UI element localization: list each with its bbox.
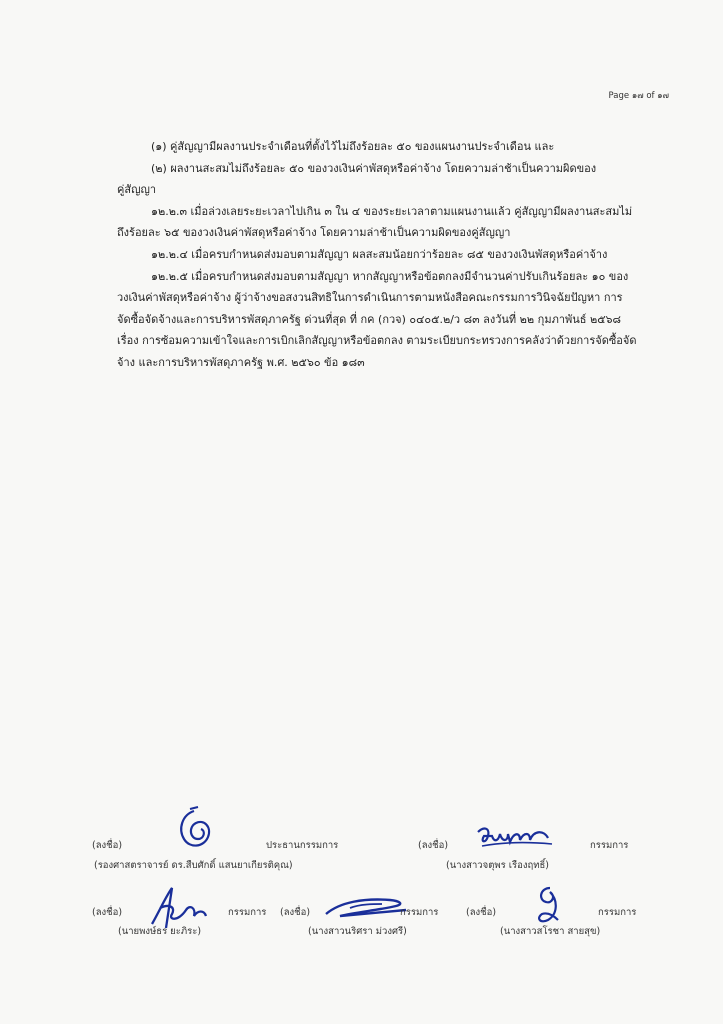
paragraph-5-cont-1: วงเงินค่าพัสดุหรือค่าจ้าง ผู้ว่าจ้างขอสงวนสิทธิในการดำเนินการตามหนังสือคณะกรรมการวินิจฉัยปัญหา การ: [117, 291, 623, 305]
member3-name: (นางสาวนริศรา ม่วงศรี): [308, 926, 407, 937]
paragraph-2: (๒) ผลงานสะสมไม่ถึงร้อยละ ๕๐ ของวงเงินค่าพัสดุหรือค่าจ้าง โดยความล่าช้าเป็นความผิดของ: [151, 161, 597, 175]
chair-name: (รองศาสตราจารย์ ดร.สืบศักดิ์ แสนยาเกียรติคุณ): [94, 860, 293, 871]
member4-name: (นางสาวสโรชา สายสุข): [500, 926, 601, 937]
paragraph-1: (๑) คู่สัญญามีผลงานประจำเดือนที่ตั้งไว้ไม่ถึงร้อยละ ๕๐ ของแผนงานประจำเดือน และ: [151, 140, 555, 153]
signature-chair-icon: [168, 805, 220, 855]
signature-member3-icon: [320, 892, 412, 926]
page-number: Page ๑๗ of ๑๗: [608, 91, 669, 101]
sign-label-member1: (ลงชื่อ): [418, 840, 449, 851]
member2-name: (นายพงษ์ธร ยะภิระ): [118, 926, 202, 937]
member2-role: กรรมการ: [228, 907, 267, 918]
paragraph-2-cont: คู่สัญญา: [117, 183, 156, 197]
paragraph-3: ๑๒.๒.๓ เมื่อล่วงเลยระยะเวลาไปเกิน ๓ ใน ๔ ของระยะเวลาตามแผนงานแล้ว คู่สัญญามีผลงานสะสมไม่: [151, 204, 633, 218]
member1-name: (นางสาวจตุพร เรืองฤทธิ์): [446, 860, 549, 871]
member3-role: กรรมการ: [400, 907, 439, 918]
member4-role: กรรมการ: [598, 907, 637, 918]
sign-label-chair: (ลงชื่อ): [92, 840, 123, 851]
paragraph-5-cont-2: จัดซื้อจัดจ้างและการบริหารพัสดุภาครัฐ ด่วนที่สุด ที่ กค (กวจ) ๐๔๐๕.๒/ว ๘๓ ลงวันที่ ๒๒ กุมภาพันธ์ ๒๕๖๘: [117, 312, 622, 326]
sign-label-member3: (ลงชื่อ): [280, 907, 311, 918]
paragraph-4: ๑๒.๒.๔ เมื่อครบกำหนดส่งมอบตามสัญญา ผลสะสมน้อยกว่าร้อยละ ๘๕ ของวงเงินพัสดุหรือค่าจ้าง: [151, 247, 608, 261]
signature-member4-icon: [528, 882, 568, 928]
paragraph-5-cont-3: เรื่อง การซ้อมความเข้าใจและการเบิกเลิกสัญญาหรือข้อตกลง ตามระเบียบกระทรวงการคลังว่าด้วยการจัดซื้อจัด: [117, 334, 637, 348]
paragraph-5: ๑๒.๒.๕ เมื่อครบกำหนดส่งมอบตามสัญญา หากสัญญาหรือข้อตกลงมีจำนวนค่าปรับเกินร้อยละ ๑๐ ของ: [151, 269, 629, 283]
sign-label-member2: (ลงชื่อ): [92, 907, 123, 918]
paragraph-3-cont: ถึงร้อยละ ๖๕ ของวงเงินค่าพัสดุหรือค่าจ้าง โดยความล่าช้าเป็นความผิดของคู่สัญญา: [117, 226, 511, 240]
paragraph-5-cont-4: จ้าง และการบริหารพัสดุภาครัฐ พ.ศ. ๒๕๖๐ ข้อ ๑๘๓: [117, 355, 365, 369]
document-body: [117, 136, 649, 374]
member1-role: กรรมการ: [590, 840, 629, 851]
signature-member1-icon: [474, 822, 558, 852]
sign-label-member4: (ลงชื่อ): [466, 907, 497, 918]
chair-role: ประธานกรรมการ: [266, 840, 339, 851]
